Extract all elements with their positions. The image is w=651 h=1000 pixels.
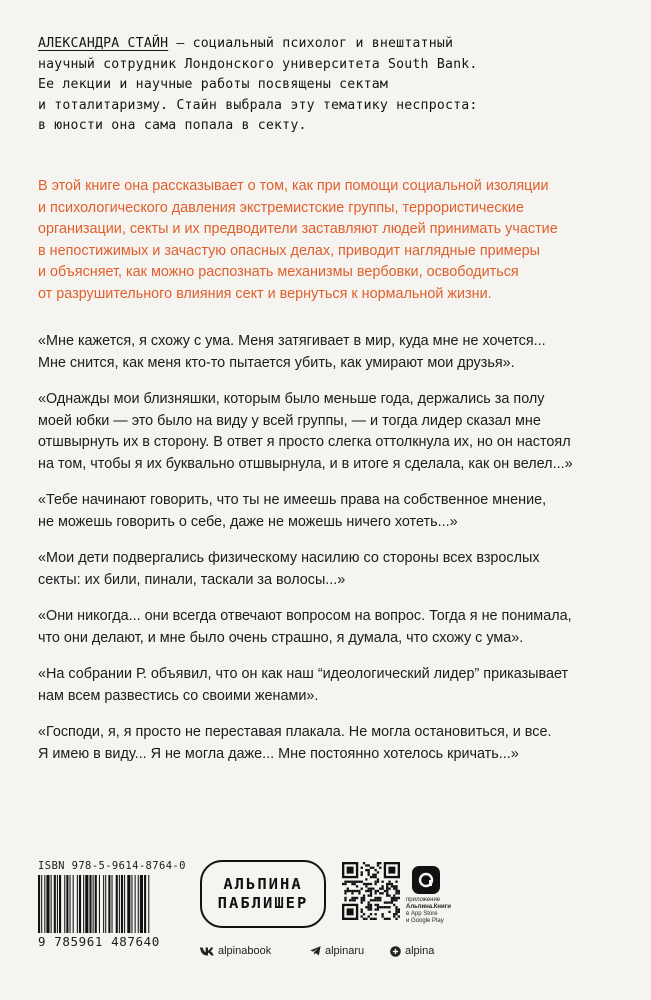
quote-line: «Господи, я, я просто не переставая плакала. Не могла остановиться, и все. (38, 724, 552, 740)
bio-line-4: и тоталитаризму. Стайн выбрала эту тематику неспроста: (38, 97, 478, 113)
quote-line: отшвырнуть их в сторону. В ответ я просто слегка оттолкнула их, но он настоял (38, 434, 571, 450)
annotation-line: от разрушительного влияния сект и вернуться к нормальной жизни. (38, 285, 492, 302)
quote-5 (38, 606, 618, 649)
bio-line-2: научный сотрудник Лондонского университета South Bank. (38, 56, 478, 72)
quote-line: моей юбки — это было на виду у всей группы, — и тогда лидер сказал мне (38, 412, 541, 429)
bio-line-1 (38, 34, 598, 55)
isbn-block (38, 860, 186, 949)
author-bio (38, 34, 598, 137)
quote-1 (38, 331, 618, 374)
app-promo (406, 897, 466, 925)
quote-2 (38, 389, 618, 475)
social-vk[interactable] (200, 945, 271, 957)
quote-3 (38, 490, 618, 533)
publisher-logo-line2: ПАБЛИШЕР (217, 894, 309, 912)
quote-line: не можешь говорить о себе, даже не можешь ничего хотеть...» (38, 513, 458, 530)
quote-line: Я имею в виду... Я не могла даже... Мне постоянно хотелось кричать...» (38, 745, 519, 762)
social-telegram[interactable] (310, 945, 364, 957)
quote-line: «Мои дети подвергались физическому насилию со стороны всех взрослых (38, 550, 540, 566)
barcode-digits: 9 785961 487640 (38, 934, 160, 949)
quote-line: что они делают, и мне было очень страшно, я думала, что схожу с ума». (38, 629, 524, 646)
annotation-line: и психологического давления экстремистские группы, террористические (38, 199, 524, 216)
barcode (38, 875, 178, 933)
quote-4 (38, 548, 618, 591)
isbn-label: ISBN 978-5-9614-8764-0 (38, 860, 186, 872)
bio-line-5: в юности она сама попала в секту. (38, 118, 307, 133)
other-handle: alpina (405, 945, 435, 957)
annotation-line: в непостижимых и зачастую опасных делах, приводит наглядные примеры (38, 242, 540, 259)
quote-line: «На собрании Р. объявил, что он как наш “идеологический лидер” приказывает (38, 666, 569, 682)
quote-7 (38, 722, 618, 765)
publisher-logo (200, 860, 326, 928)
quote-line: нам всем развестись со своими женами». (38, 687, 319, 704)
quote-6 (38, 664, 618, 707)
bio-line-3: Ее лекции и научные работы посвящены сектам (38, 77, 389, 92)
app-line: приложение (406, 897, 441, 903)
telegram-icon (310, 946, 321, 956)
app-name (406, 904, 466, 911)
app-line: в App Store (406, 911, 438, 917)
vk-icon (200, 947, 214, 956)
annotation-line: организации, секты и их предводители заставляют людей принимать участие (38, 221, 558, 237)
quote-line: «Тебе начинают говорить, что ты не имеешь права на собственное мнение, (38, 492, 547, 508)
app-name-text: Альпина.Книги (406, 904, 451, 910)
vk-handle: alpinabook (218, 945, 272, 957)
annotation-line: В этой книге она рассказывает о том, как при помощи социальной изоляции (38, 178, 549, 194)
app-a-icon (412, 866, 440, 894)
author-name: АЛЕКСАНДРА СТАЙН (38, 36, 169, 51)
publisher-logo-line1: АЛЬПИНА (223, 875, 303, 893)
quotes-section (38, 331, 618, 780)
book-annotation (38, 176, 618, 305)
quote-line: «Однажды мои близняшки, которым было меньше года, держались за полу (38, 391, 545, 407)
social-other[interactable] (390, 945, 434, 957)
quote-line: секты: их били, пинали, таскали за волосы...» (38, 571, 346, 588)
quote-line: «Они никогда... они всегда отвечают вопросом на вопрос. Тогда я не понимала, (38, 608, 572, 624)
bio-line-1-rest: — социальный психолог и внештатный (168, 36, 454, 51)
quote-line: на том, чтобы я их буквально отшвырнула, и в итоге я сделала, как он велел...» (38, 455, 573, 472)
app-line: и Google Play (406, 918, 444, 924)
quote-line: «Мне кажется, я схожу с ума. Меня затягивает в мир, куда мне не хочется... (38, 333, 546, 349)
qr-code (342, 862, 400, 920)
plus-circle-icon (390, 946, 401, 957)
quote-line: Мне снится, как меня кто-то пытается убить, как умирают мои друзья». (38, 354, 515, 371)
annotation-line: и объясняет, как можно распознать механизмы вербовки, освободиться (38, 264, 519, 280)
telegram-handle: alpinaru (325, 945, 365, 957)
